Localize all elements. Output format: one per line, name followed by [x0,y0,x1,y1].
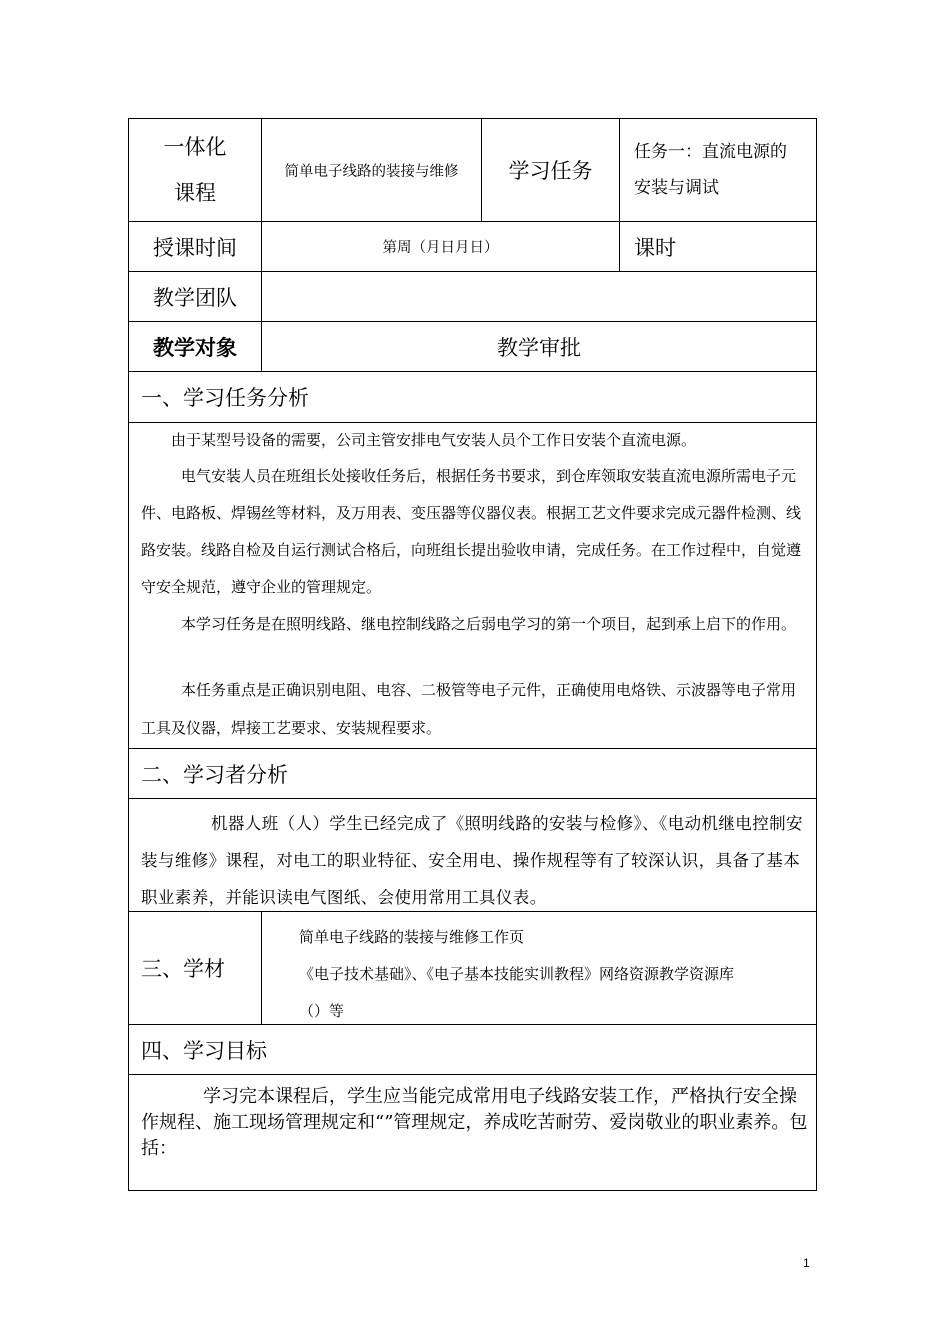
audience-label: 教学对象 [153,334,237,360]
team-label: 教学团队 [153,285,237,310]
approval-label: 教学审批 [497,335,581,360]
section4-paragraph: 学习完本课程后，学生应当能完成常用电子线路安装工作，严格执行安全操作规程、施工现场管理规定和“”管理规定，养成吃苦耐劳、爱岗敬业的职业素养。包括： [141,1086,808,1159]
time-label: 授课时间 [153,235,237,260]
hours-label: 课时 [634,235,676,260]
section2-paragraph: 机器人班（人）学生已经完成了《照明线路的安装与检修》、《电动机继电控制安装与维修》课程，对电工的职业特征、安全用电、操作规程等有了较深认识，具备了基本职业素养，并能识读电气图纸、会使用常用工具仪表。 [141,814,803,907]
task-name [634,119,816,221]
task-name-line1: 任务一：直流电源的 [634,142,787,162]
materials-list [299,919,814,1030]
team-value [274,272,814,321]
section1-paragraph: 本任务重点是正确识别电阻、电容、二极管等电子元件，正确使用电烙铁、示波器等电子常用工具及仪器，焊接工艺要求、安装规程要求。 [141,681,797,737]
time-value: 第周（月日月日） [382,240,499,256]
section1-title: 一、学习任务分析 [141,386,309,410]
row-divider [129,798,816,799]
task-name-line2: 安装与调试 [634,178,719,198]
column-divider [261,912,262,1025]
material-item: 《电子技术基础》、《电子基本技能实训教程》网络资源教学资源库 [299,965,735,983]
course-label-line1: 一体化 [163,135,227,159]
section4-title: 四、学习目标 [141,1038,267,1063]
column-divider [619,119,620,272]
section1-paragraph: 本学习任务是在照明线路、继电控制线路之后弱电学习的第一个项目，起到承上启下的作用。 [181,615,797,633]
section1-paragraph: 电气安装人员在班组长处接收任务后，根据任务书要求，到仓库领取安装直流电源所需电子元件、电路板、焊锡丝等材料，及万用表、变压器等仪器仪表。根据工艺文件要求完成元器件检测、线路安装。线路自检及自运行测试合格后，向班组长提出验收申请，完成任务。在工作过程中，自觉遵守安全规范，遵守企业的管理规定。 [141,467,802,596]
section1-paragraph: 由于某型号设备的需要，公司主管安排电气安装人员个工作日安装个直流电源。 [171,431,697,449]
row-divider [129,1074,816,1075]
course-label [129,119,261,221]
material-item: 简单电子线路的装接与维修工作页 [299,928,525,946]
course-label-line2: 课程 [174,181,216,205]
task-label: 学习任务 [508,159,593,183]
section3-title: 三、学材 [141,957,225,981]
section2-title: 二、学习者分析 [141,762,288,787]
material-item: （）等 [299,1002,345,1020]
course-name: 简单电子线路的装接与维修 [284,163,459,180]
page-number: 1 [803,1256,810,1270]
lesson-plan-table [128,118,817,1191]
